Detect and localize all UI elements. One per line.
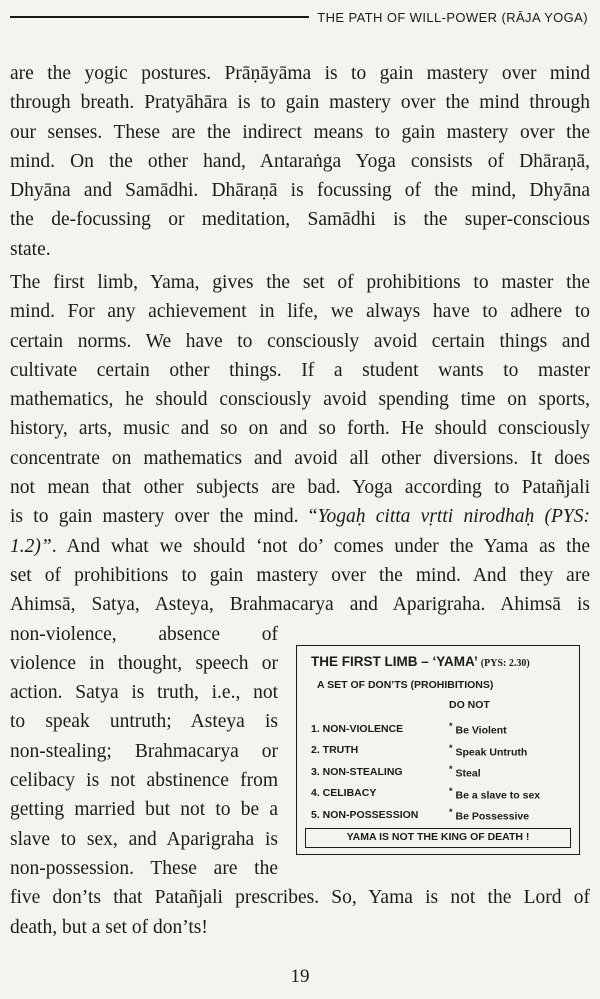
text-line: getting married but not to be a	[10, 799, 278, 821]
paragraph-1	[10, 59, 590, 264]
text-line: set of prohibitions to gain mastery over the mind. And they are	[10, 564, 590, 586]
box-row	[311, 804, 571, 826]
box-row	[311, 783, 571, 805]
header-rule	[10, 16, 309, 18]
text-line: five don’ts that Patañjali prescribes. So, Yama is not the Lord of	[10, 887, 590, 909]
star-mark: *	[449, 742, 453, 753]
box-row-right	[449, 764, 571, 780]
box-row-right	[449, 721, 571, 737]
text-line: to speak untruth; Asteya is	[10, 711, 278, 733]
text-line: through breath. Pratyāhāra is to gain mastery over the mind through	[10, 92, 590, 114]
text-line: non-stealing; Brahmacarya or	[10, 740, 278, 762]
box-subtitle-do-not: DO NOT	[449, 699, 490, 711]
text-line: state.	[10, 238, 51, 260]
text-line: the de-focussing or meditation, Samādhi is the super-conscious	[10, 209, 590, 231]
box-row-left: 4. CELIBACY	[311, 787, 377, 800]
box-row-left: 5. NON-POSSESSION	[311, 808, 419, 821]
box-title	[311, 654, 530, 669]
text-line: mind. For any achievement in life, we always have to adhere to	[10, 301, 590, 323]
box-row-left: 2. TRUTH	[311, 744, 359, 757]
star-mark: *	[449, 764, 453, 774]
text-span: . And what we should ‘not do’ comes under the Yama as the	[51, 535, 590, 557]
star-mark: *	[449, 785, 453, 796]
box-row	[311, 718, 571, 740]
box-row	[311, 740, 571, 762]
text-line: mind. On the other hand, Antaraṅga Yoga consists of Dhāraṇā,	[10, 150, 590, 172]
text-line: death, but a set of don’ts!	[10, 916, 208, 938]
star-mark: *	[449, 721, 453, 731]
text-line: our senses. These are the indirect means to gain mastery over the	[10, 121, 590, 143]
box-row-right-text: Be Possessive	[455, 810, 530, 823]
box-row-right-text: Steal	[455, 767, 481, 780]
header-title: THE PATH OF WILL-POWER (RĀJA YOGA)	[317, 9, 588, 25]
sanskrit-quote-ref: 1.2)”	[10, 535, 52, 557]
box-footer: YAMA IS NOT THE KING OF DEATH !	[305, 828, 571, 848]
box-row-right-text: Speak Untruth	[455, 746, 528, 758]
text-line: concentrate on mathematics and avoid all other diversions. It does	[10, 447, 590, 469]
text-line: Ahimsā, Satya, Asteya, Brahmacarya and Aparigraha. Ahimsā is	[10, 594, 590, 616]
text-line: certain norms. We have to consciously avoid certain things and	[10, 330, 590, 352]
yama-info-box	[296, 645, 580, 855]
page-number: 19	[290, 966, 310, 987]
sanskrit-quote: Yogaḥ citta vṛtti nirodhaḥ (PYS:	[317, 506, 590, 528]
text-line: are the yogic postures. Prāṇāyāma is to gain mastery over mind	[10, 63, 590, 84]
box-row-left: 3. NON-STEALING	[311, 765, 403, 778]
box-subtitle: A SET OF DON’TS (PROHIBITIONS)	[317, 679, 494, 691]
star-mark: *	[449, 807, 453, 817]
text-line: Dhyāna and Samādhi. Dhāraṇā is focussing of the mind, Dhyāna	[10, 180, 590, 202]
running-header	[10, 6, 588, 28]
text-line	[10, 502, 590, 531]
box-row	[311, 761, 571, 783]
text-span: is to gain mastery over the mind. “	[10, 506, 318, 528]
box-rows	[311, 718, 571, 826]
text-line: celibacy is not abstinence from	[10, 770, 278, 792]
box-row-right	[449, 807, 571, 823]
box-row-right	[449, 743, 571, 759]
box-row-right-text: Be Violent	[455, 724, 507, 737]
box-row-right-text: Be a slave to sex	[455, 789, 541, 801]
box-title-text: THE FIRST LIMB – ‘YAMA’	[311, 654, 478, 669]
text-line: not mean that other subjects are bad. Yoga according to Patañjali	[10, 477, 590, 499]
box-row-left: 1. NON-VIOLENCE	[311, 722, 404, 735]
text-line: The first limb, Yama, gives the set of prohibitions to master the	[10, 272, 590, 293]
text-line: history, arts, music and so on and so forth. He should consciously	[10, 418, 590, 440]
text-line: non-violence, absence of	[10, 623, 278, 645]
text-line: action. Satya is truth, i.e., not	[10, 682, 278, 704]
text-line: cultivate certain other things. If a student wants to master	[10, 359, 590, 381]
box-row-right	[449, 786, 571, 802]
text-line	[10, 532, 590, 561]
text-line: violence in thought, speech or	[10, 652, 278, 674]
box-title-ref: (PYS: 2.30)	[480, 658, 530, 669]
text-line: mathematics, he should consciously avoid spending time on sports,	[10, 389, 590, 411]
text-line: slave to sex, and Aparigraha is	[10, 828, 278, 850]
text-line: non-possession. These are the	[10, 857, 278, 879]
